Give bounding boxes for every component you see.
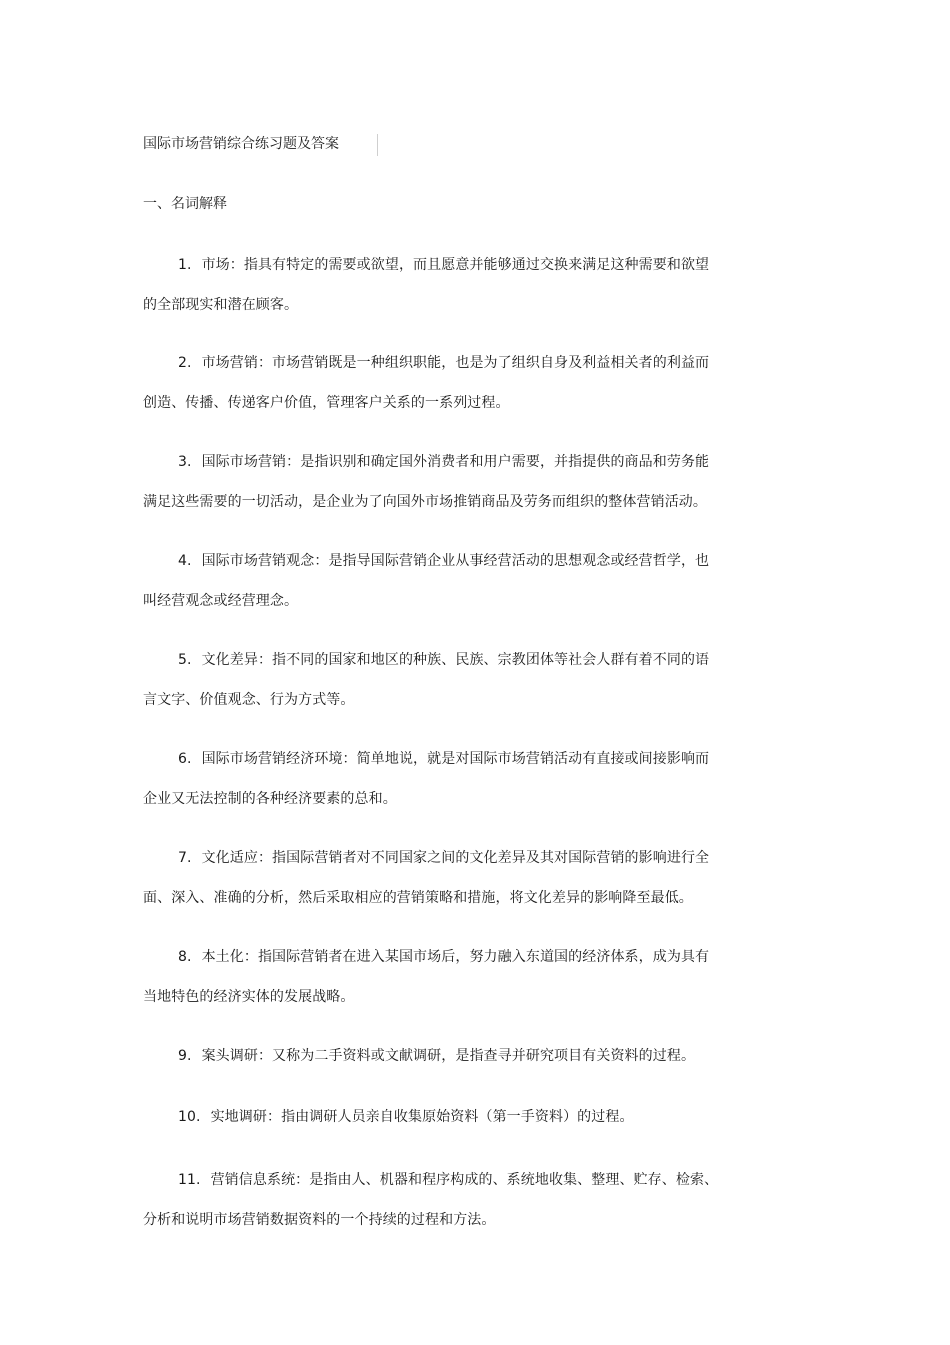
entry-line [143, 1097, 743, 1137]
entry-line [143, 838, 743, 878]
entry-text: 文化差异：指不同的国家和地区的种族、民族、宗教团体等社会人群有着不同的语 [201, 652, 710, 668]
entry-continuation: 当地特色的经济实体的发展战略。 [143, 989, 355, 1005]
entry-text: 营销信息系统：是指由人、机器和程序构成的、系统地收集、整理、贮存、检索、 [210, 1172, 719, 1188]
definition-entry-1 [143, 245, 743, 325]
entry-line [143, 541, 743, 581]
entry-number: 9. [178, 1048, 192, 1064]
entry-number: 5. [178, 652, 192, 668]
entry-continuation: 叫经营观念或经营理念。 [143, 593, 299, 609]
definition-entry-3 [143, 442, 743, 522]
entry-text: 文化适应：指国际营销者对不同国家之间的文化差异及其对国际营销的影响进行全 [201, 850, 710, 866]
definition-entry-4 [143, 541, 743, 621]
entry-line [143, 1160, 743, 1200]
definition-entry-2 [143, 343, 743, 423]
entry-continuation: 的全部现实和潜在顾客。 [143, 297, 299, 313]
definition-entry-7 [143, 838, 743, 918]
entry-number: 3. [178, 454, 192, 470]
entry-number: 11. [178, 1172, 201, 1188]
entry-text: 实地调研：指由调研人员亲自收集原始资料（第一手资料）的过程。 [210, 1109, 634, 1125]
entry-line [143, 1036, 743, 1076]
entry-continuation: 面、深入、准确的分析，然后采取相应的营销策略和措施，将文化差异的影响降至最低。 [143, 890, 693, 906]
document-title: 国际市场营销综合练习题及答案 [143, 136, 339, 152]
section-heading: 一、名词解释 [143, 196, 227, 212]
definition-entry-9 [143, 1036, 743, 1076]
entry-text: 本土化：指国际营销者在进入某国市场后，努力融入东道国的经济体系，成为具有 [201, 949, 710, 965]
entry-line [143, 937, 743, 977]
entry-text: 市场：指具有特定的需要或欲望，而且愿意并能够通过交换来满足这种需要和欲望 [201, 257, 710, 273]
entry-text: 国际市场营销观念：是指导国际营销企业从事经营活动的思想观念或经营哲学，也 [201, 553, 710, 569]
definition-entry-5 [143, 640, 743, 720]
entry-number: 8. [178, 949, 192, 965]
entry-text: 案头调研：又称为二手资料或文献调研，是指查寻并研究项目有关资料的过程。 [201, 1048, 696, 1064]
entry-line [143, 739, 743, 779]
title-divider [377, 134, 378, 156]
entry-continuation: 企业又无法控制的各种经济要素的总和。 [143, 791, 397, 807]
entry-continuation: 创造、传播、传递客户价值，管理客户关系的一系列过程。 [143, 395, 510, 411]
entry-line [143, 343, 743, 383]
entry-number: 2. [178, 355, 192, 371]
entry-number: 7. [178, 850, 192, 866]
entry-continuation: 满足这些需要的一切活动，是企业为了向国外市场推销商品及劳务而组织的整体营销活动。 [143, 494, 707, 510]
entry-number: 6. [178, 751, 192, 767]
entry-number: 10. [178, 1109, 201, 1125]
entry-continuation: 言文字、价值观念、行为方式等。 [143, 692, 355, 708]
entry-line [143, 640, 743, 680]
definition-entry-10 [143, 1097, 743, 1137]
entry-number: 1. [178, 257, 192, 273]
entry-continuation: 分析和说明市场营销数据资料的一个持续的过程和方法。 [143, 1212, 496, 1228]
entry-text: 市场营销：市场营销既是一种组织职能，也是为了组织自身及利益相关者的利益而 [201, 355, 710, 371]
entry-number: 4. [178, 553, 192, 569]
entry-line [143, 245, 743, 285]
definition-entry-6 [143, 739, 743, 819]
entry-line [143, 442, 743, 482]
entry-text: 国际市场营销：是指识别和确定国外消费者和用户需要，并指提供的商品和劳务能 [201, 454, 710, 470]
definition-entry-11 [143, 1160, 743, 1240]
definition-entry-8 [143, 937, 743, 1017]
entry-text: 国际市场营销经济环境：简单地说，就是对国际市场营销活动有直接或间接影响而 [201, 751, 710, 767]
